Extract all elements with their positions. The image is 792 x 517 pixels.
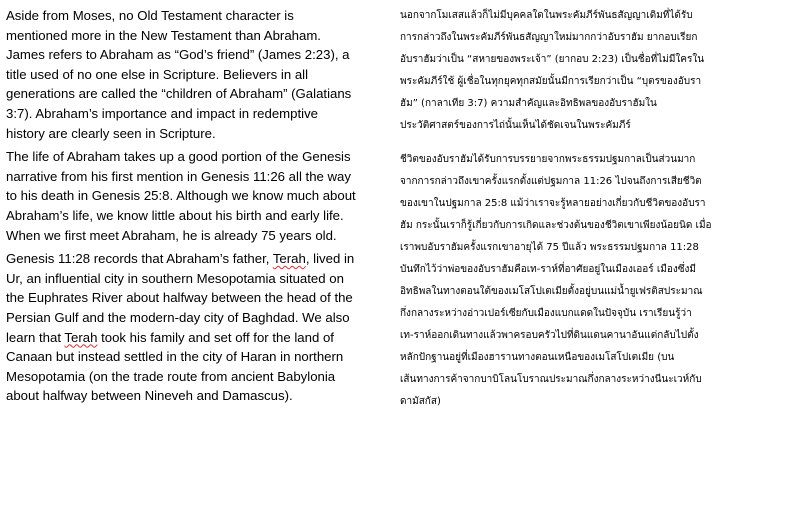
text-line: Ur, an influential city in southern Mesopotamia situated on — [6, 270, 344, 286]
text-line — [6, 328, 368, 348]
text-line: จากการกล่าวถึงเขาครั้งแรกตั้งแต่ปฐมกาล 11:26 ไปจนถึงการเสียชีวิต — [400, 176, 702, 187]
text-line: 3:7). Abraham’s importance and impact in redemptive — [6, 105, 319, 121]
text-line: Persian Gulf and the modern-day city of Baghdad. We also — [6, 309, 350, 325]
text-line: ชีวิตของอับราฮัมได้รับการบรรยายจากพระธรรมปฐมกาลเป็นส่วนมาก — [400, 154, 696, 165]
text-line: นอกจากโมเสสแล้วก็ไม่มีบุคคลใดในพระคัมภีร์พันธสัญญาเดิมที่ได้รับ — [400, 10, 693, 21]
spelling-flagged-word[interactable]: Terah — [272, 251, 306, 267]
text-line: ประวัติศาสตร์ของการไถ่นั้นเห็นได้ชัดเจนในพระคัมภีร์ — [400, 120, 631, 131]
text-line: Aside from Moses, no Old Testament character is — [6, 8, 294, 23]
text-line: ฮัม” (กาลาเทีย 3:7) ความสำคัญและอิทธิพลของอับราฮัมใน — [400, 98, 657, 109]
text-line: generations are called the “children of Abraham” (Galatians — [6, 86, 352, 102]
text-line: เราพบอับราฮัมครั้งแรกเขาอายุได้ 75 ปีแล้ว พระธรรมปฐมกาล 11:28 — [400, 242, 699, 253]
text-run: learn that — [6, 329, 65, 345]
text-line: บันทึกไว้ว่าพ่อของอับราฮัมคือเท-ราห์ที่อาศัยอยู่ในเมืองเออร์ เมืองซึ่งมี — [400, 264, 696, 275]
text-line: เท-ราห์ออกเดินทางแล้วพาครอบครัวไปที่ดินแดนคานาอันแต่กลับไปตั้ง — [400, 330, 699, 341]
text-line: หลักปักฐานอยู่ที่เมืองฮารานทางตอนเหนือของเมโสโปเตเมีย (บน — [400, 352, 675, 363]
text-line: ของเขาในปฐมกาล 25:8 แม้ว่าเราจะรู้หลายอย่างเกี่ยวกับชีวิตของอับรา — [400, 198, 706, 209]
text-line: When we first meet Abraham, he is already 75 years old. — [6, 227, 337, 243]
text-line: history are clearly seen in Scripture. — [6, 125, 216, 141]
text-line: การกล่าวถึงในพระคัมภีร์พันธสัญญาใหม่มากกว่าอับราฮัม ยากอบเรียก — [400, 32, 698, 43]
text-line: กึ่งกลางระหว่างอ่าวเปอร์เซียกับเมืองแบกแดดในปัจจุบัน เราเรียนรู้ว่า — [400, 308, 692, 319]
text-line: James refers to Abraham as “God’s friend” (James 2:23), a — [6, 47, 350, 63]
english-column — [6, 6, 368, 410]
text-line: Canaan but instead settled in the city of Haran in northern — [6, 349, 344, 365]
text-line: the Euphrates River about halfway between the head of the — [6, 290, 353, 306]
text-line: The life of Abraham takes up a good portion of the Genesis — [6, 149, 351, 165]
text-run: took his family and set off for the land of — [97, 329, 334, 345]
text-line: narrative from his first mention in Genesis 11:26 all the way — [6, 168, 351, 184]
text-line: Mesopotamia (on the trade route from ancient Babylonia — [6, 368, 336, 384]
text-line: mentioned more in the New Testament than Abraham. — [6, 27, 321, 43]
spelling-flagged-word[interactable]: Terah — [64, 329, 98, 345]
english-paragraph-1 — [6, 6, 368, 143]
text-line: อิทธิพลในทางตอนใต้ของเมโสโปเตเมียตั้งอยู่บนแม่น้ำยูเฟรติสประมาณ — [400, 286, 703, 297]
text-run: , lived in — [305, 251, 355, 267]
text-line: ฮัม กระนั้นเราก็รู้เกี่ยวกับการเกิดและช่วงต้นของชีวิตเขาเพียงน้อยนิด เมื่อ — [400, 220, 712, 231]
text-line: Abraham’s life, we know little about his birth and early life. — [6, 207, 344, 223]
english-paragraph-2 — [6, 147, 368, 245]
text-line: title used of no one else in Scripture. Believers in all — [6, 66, 309, 82]
text-line: เส้นทางการค้าจากบาบิโลนโบราณประมาณกึ่งกลางระหว่างนีนะเวห์กับ — [400, 374, 702, 385]
thai-paragraph-1 — [400, 5, 786, 137]
text-run: Genesis 11:28 records that Abraham’s father, — [6, 251, 273, 267]
text-line: พระคัมภีร์ใช้ ผู้เชื่อในทุกยุคทุกสมัยนั้นมีการเรียกว่าเป็น “บุตรของอับรา — [400, 76, 702, 87]
thai-paragraph-2 — [400, 149, 786, 413]
text-line: ดามัสกัส) — [400, 396, 441, 407]
english-paragraph-3 — [6, 249, 368, 406]
text-line — [6, 249, 368, 269]
thai-column — [400, 5, 786, 425]
text-line: about halfway between Nineveh and Damascus). — [6, 388, 293, 404]
text-line: อับราฮัมว่าเป็น “สหายของพระเจ้า” (ยากอบ 2:23) เป็นชื่อที่ไม่มีใครใน — [400, 54, 705, 65]
text-line: to his death in Genesis 25:8. Although we know much about — [6, 188, 356, 204]
